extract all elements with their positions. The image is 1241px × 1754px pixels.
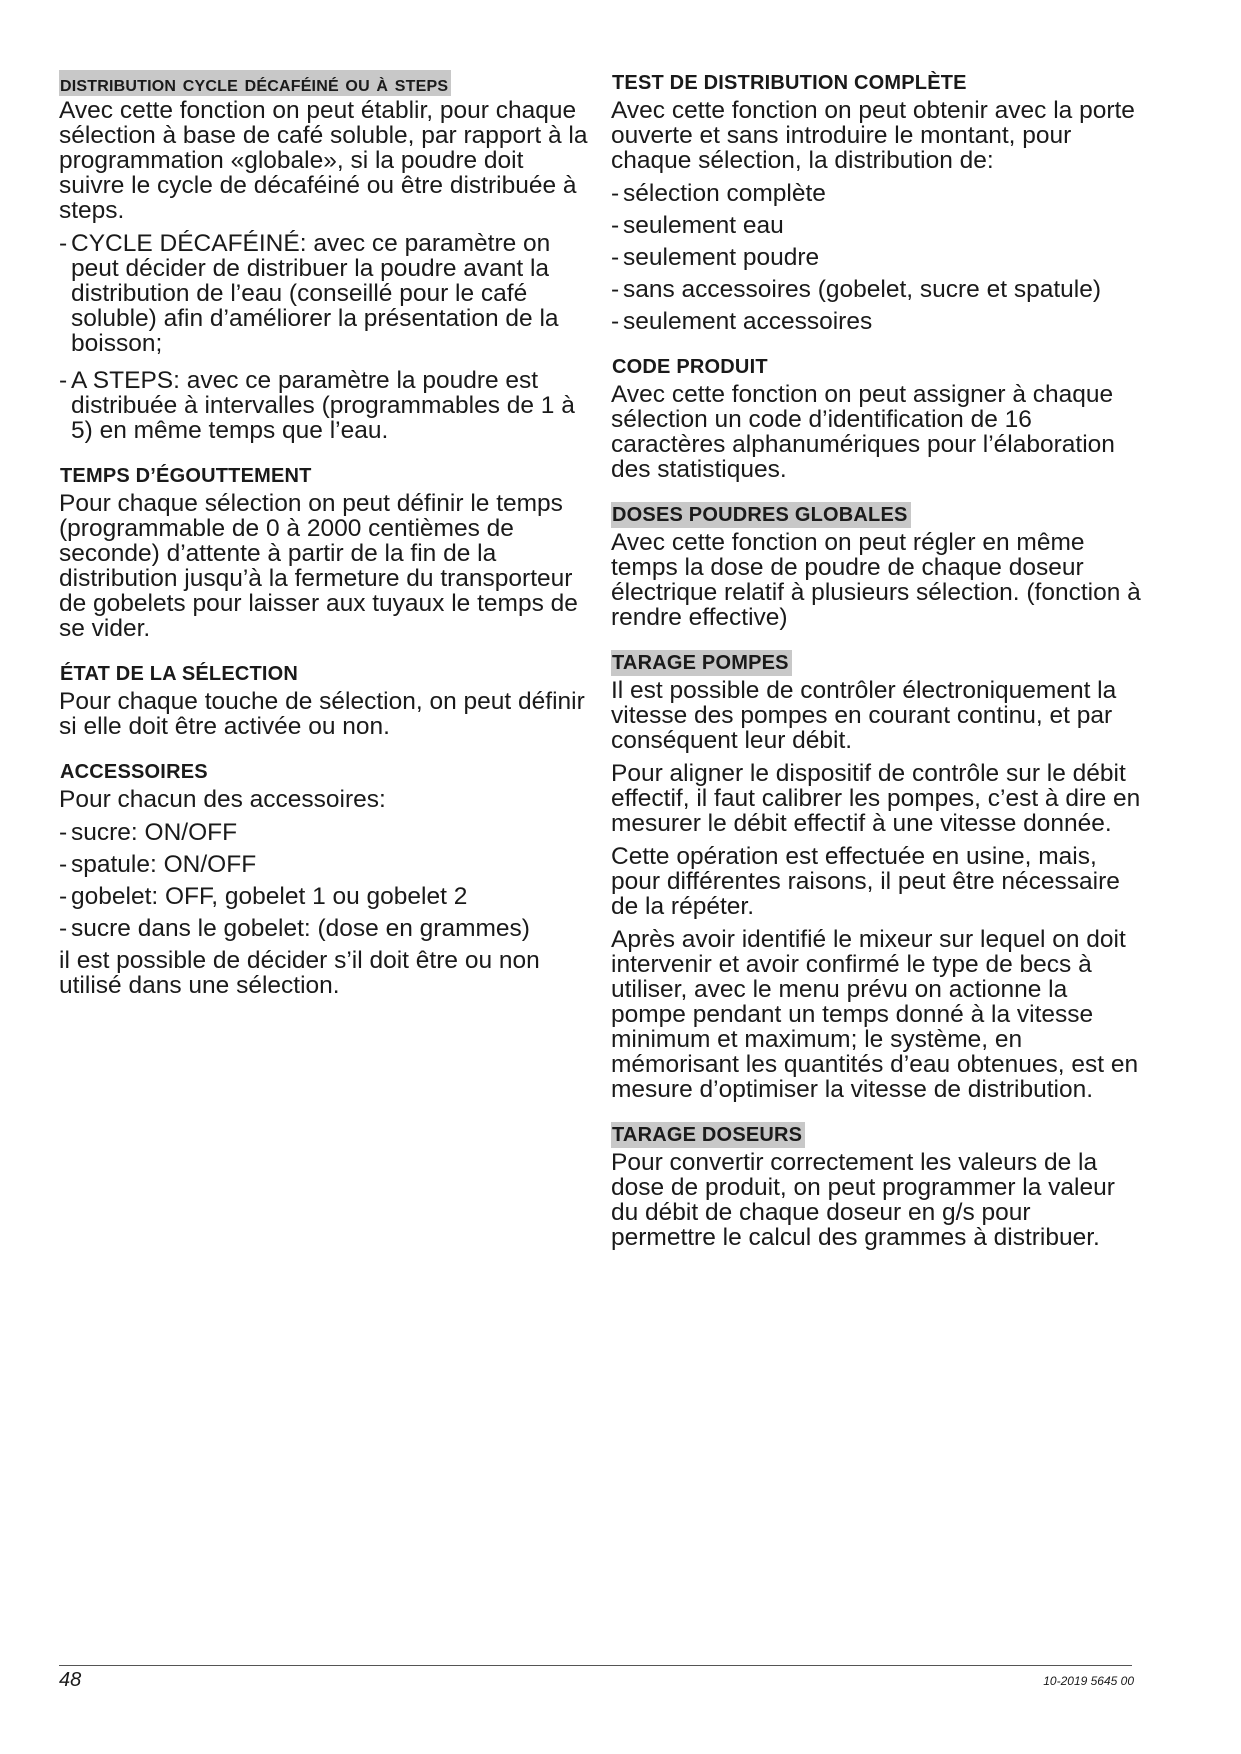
- section-title: TEST DE DISTRIBUTION COMPLÈTE: [612, 72, 967, 94]
- section-etat-selection: [59, 661, 589, 739]
- section-title: CODE PRODUIT: [612, 356, 768, 378]
- section-temps-egouttement: [59, 463, 589, 641]
- section-paragraph: Après avoir identifié le mixeur sur lequel on doit intervenir et avoir confirmé le type de becs à utiliser, avec le menu prévu on actionne la pompe pendant un temps donné à la vitesse minimum et maximum; le système, en mémorisant les quantités d’eau obtenues, est en mesure d’optimiser la vitesse de distribution.: [611, 926, 1139, 1103]
- section-title: ÉTAT DE LA SÉLECTION: [60, 663, 299, 685]
- section-code-produit: [611, 354, 1141, 482]
- section-cycle-decafeine: [59, 70, 589, 443]
- list-item: - seulement poudre: [611, 245, 1141, 270]
- section-body: Pour chaque touche de sélection, on peut définir si elle doit être activée ou non.: [59, 688, 585, 740]
- section-body: Pour chaque sélection on peut définir le temps (programmable de 0 à 2000 centièmes de seconde) d’attente à partir de la fin de la distribution jusqu’à la fermeture du transporteur de gobelets pour laisser aux tuyaux le temps de se vider.: [59, 490, 578, 642]
- section-body: Avec cette fonction on peut obtenir avec la porte ouverte et sans introduire le montant, pour chaque sélection, la distribution de:: [611, 97, 1135, 174]
- list-item: - sélection complète: [611, 181, 1141, 206]
- section-paragraph: Cette opération est effectuée en usine, mais, pour différentes raisons, il peut être nécessaire de la répéter.: [611, 843, 1120, 920]
- list-item: - seulement eau: [611, 213, 1141, 238]
- section-tarage-pompes: [611, 650, 1141, 1102]
- section-body: Pour chacun des accessoires:: [59, 786, 386, 813]
- list-item: - sans accessoires (gobelet, sucre et spatule): [611, 277, 1141, 302]
- section-body: Pour convertir correctement les valeurs de la dose de produit, on peut programmer la valeur du débit de chaque doseur en g/s pour permettre le calcul des grammes à distribuer.: [611, 1149, 1115, 1251]
- list-item: - seulement accessoires: [611, 309, 1141, 334]
- left-column: [59, 70, 589, 1018]
- section-body: Avec cette fonction on peut établir, pour chaque sélection à base de café soluble, par rapport à la programmation «globale», si la poudre doit suivre le cycle de décaféiné ou être distribuée à steps.: [59, 97, 588, 224]
- option-list: [59, 231, 589, 443]
- section-body: Avec cette fonction on peut assigner à chaque sélection un code d’identification de 16 caractères alphanumériques pour l’élaboration des statistiques.: [611, 381, 1115, 483]
- accessory-list: [59, 820, 589, 941]
- section-paragraph: Il est possible de contrôler électroniquement la vitesse des pompes en courant continu, et par conséquent leur débit.: [611, 677, 1117, 754]
- footer-divider: [59, 1665, 1132, 1666]
- section-title: TARAGE POMPES: [611, 650, 792, 676]
- section-doses-poudres: [611, 502, 1141, 630]
- list-item: - CYCLE DÉCAFÉINÉ: avec ce paramètre on peut décider de distribuer la poudre avant la distribution de l’eau (conseillé pour le café soluble) afin d’améliorer la présentation de la boisson;: [59, 231, 589, 356]
- document-code: 10-2019 5645 00: [1043, 1674, 1134, 1688]
- section-title: TEMPS D’ÉGOUTTEMENT: [60, 465, 312, 487]
- section-paragraph: Pour aligner le dispositif de contrôle sur le débit effectif, il faut calibrer les pompes, c’est à dire en mesurer le débit effectif à une vitesse donnée.: [611, 760, 1141, 837]
- distribution-list: [611, 181, 1141, 334]
- section-tarage-doseurs: [611, 1122, 1141, 1250]
- list-item: - sucre dans le gobelet: (dose en grammes): [59, 916, 589, 941]
- list-item: - A STEPS: avec ce paramètre la poudre est distribuée à intervalles (programmables de 1 à 5) en même temps que l’eau.: [59, 368, 589, 443]
- section-title: ACCESSOIRES: [60, 761, 208, 783]
- list-item: - gobelet: OFF, gobelet 1 ou gobelet 2: [59, 884, 589, 909]
- list-item: - sucre: ON/OFF: [59, 820, 589, 845]
- section-accessoires: [59, 759, 589, 998]
- section-test-distribution: [611, 70, 1141, 334]
- section-body: Avec cette fonction on peut régler en même temps la dose de poudre de chaque doseur électrique relatif à plusieurs sélection. (fonction à rendre effective): [611, 529, 1141, 631]
- section-title: DOSES POUDRES GLOBALES: [611, 502, 911, 528]
- section-note: il est possible de décider s’il doit être ou non utilisé dans une sélection.: [59, 947, 540, 999]
- page-number: 48: [59, 1669, 82, 1691]
- section-title: distribution cycle décaféiné ou à steps: [59, 70, 451, 96]
- section-title: TARAGE DOSEURS: [611, 1122, 805, 1148]
- list-item: - spatule: ON/OFF: [59, 852, 589, 877]
- right-column: [611, 70, 1141, 1270]
